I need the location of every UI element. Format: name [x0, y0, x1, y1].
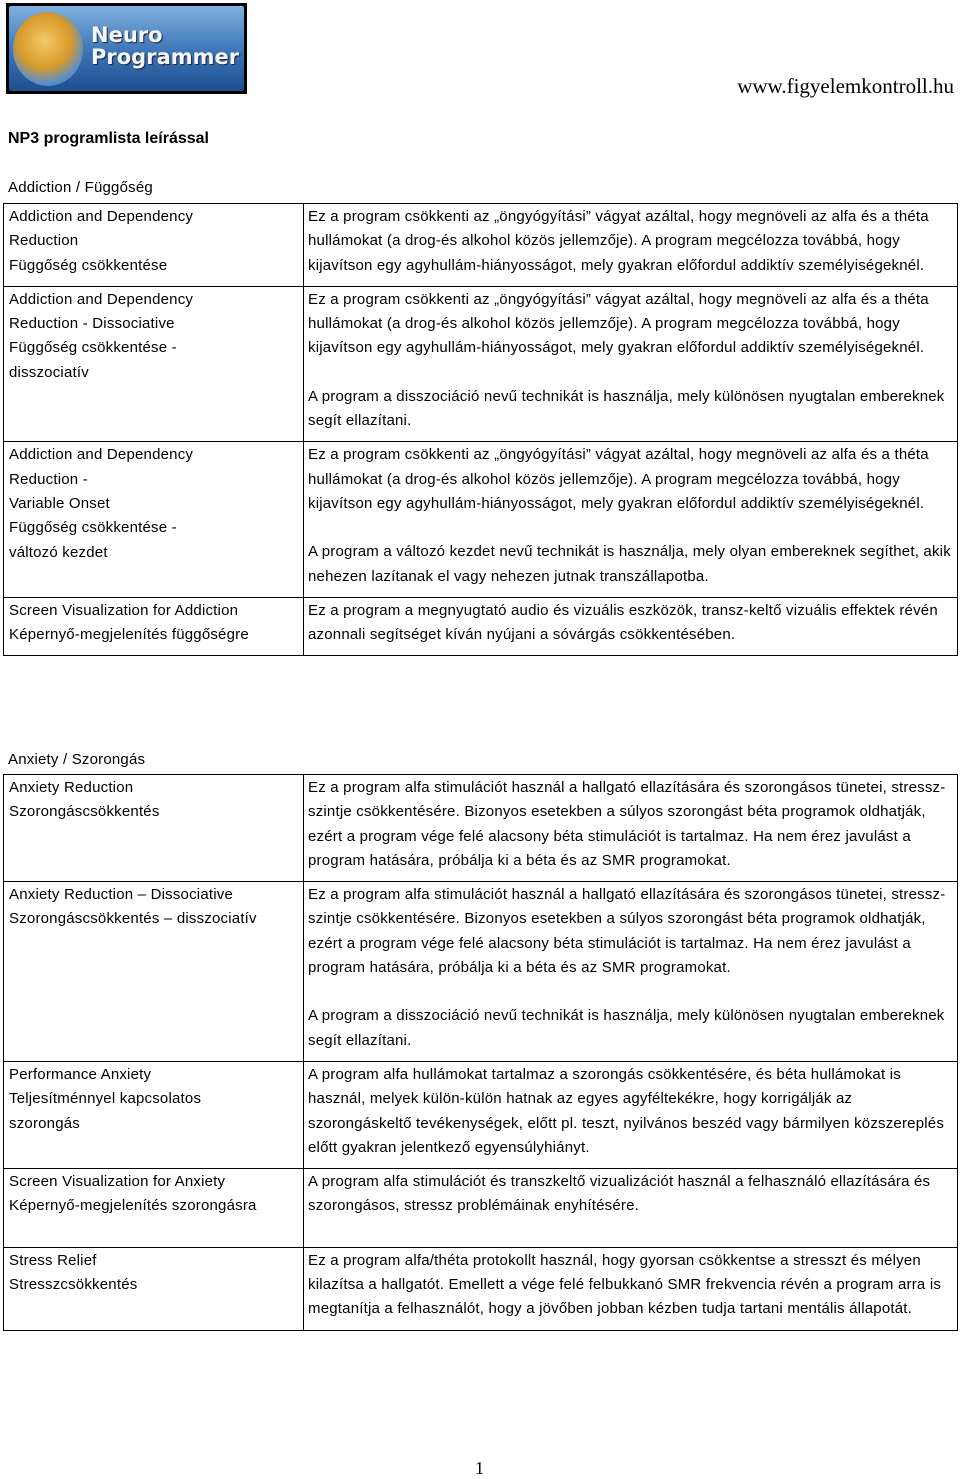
program-description-cell — [304, 204, 958, 287]
program-name-line: Addiction and Dependency — [9, 446, 194, 464]
program-name-line: Performance Anxiety — [9, 1065, 152, 1083]
program-description: Ez a program csökkenti az „öngyógyítási” vágyat azáltal, hogy megnöveli az alfa és a théta hullámokat (a drog-és alkohol közös jellemzője). A program megcélozza továbbá, hogy kijavítson egy agyhullám-hiányosságot, mely gyakran előfordul addiktív személyiségeknél. — [308, 208, 929, 274]
program-name-line: változó kezdet — [9, 543, 108, 561]
program-name-cell — [4, 597, 304, 656]
program-name-line: Képernyő-megjelenítés szorongásra — [9, 1197, 257, 1215]
program-name-cell — [4, 1169, 304, 1248]
table-row — [4, 1169, 958, 1248]
program-name-line: Stress Relief — [9, 1251, 97, 1269]
logo-text-line-2: Programmer — [91, 45, 240, 69]
program-description: A program alfa hullámokat tartalmaz a szorongás csökkentésére, és béta hullámokat is használ, melyek külön-külön hatnak az egyes agyféltekékre, hogy korrigálják az szorongáskeltő tevékenységek, előtt pl. teszt, nyilvános beszéd vagy bármilyen közszereplés előtt gyakran jelentkező egyensúlyhiányt. — [308, 1065, 945, 1156]
program-name-line: Teljesítménnyel kapcsolatos — [9, 1090, 202, 1108]
program-description-cell — [304, 1169, 958, 1248]
logo-background — [9, 6, 244, 91]
program-description-cell — [304, 597, 958, 656]
program-name-line: Függőség csökkentése — [9, 256, 168, 274]
program-description-cell — [304, 1061, 958, 1168]
addiction-table — [3, 203, 958, 656]
logo-text-line-1: Neuro — [91, 23, 163, 47]
table-row — [4, 286, 958, 441]
program-name-line: Screen Visualization for Anxiety — [9, 1173, 226, 1191]
brain-head-icon — [13, 12, 83, 86]
program-description-extra: A program a disszociáció nevű technikát is használja, mely különösen nyugtalan embereknek segít ellazítani. — [308, 1007, 945, 1049]
website-url: www.figyelemkontroll.hu — [737, 74, 954, 98]
program-name-cell — [4, 204, 304, 287]
program-description: A program alfa stimulációt és transzkeltő vizualizációt használ a felhasználó ellazítására és szorongásos, stressz problémáinak enyhítésére. — [308, 1173, 931, 1215]
program-description-cell — [304, 775, 958, 882]
program-name-line: Stresszcsökkentés — [9, 1276, 138, 1294]
program-name-line: Reduction - — [9, 470, 88, 488]
table-row — [4, 882, 958, 1062]
neuro-programmer-logo — [6, 3, 247, 94]
program-description: Ez a program csökkenti az „öngyógyítási” vágyat azáltal, hogy megnöveli az alfa és a théta hullámokat (a drog-és alkohol közös jellemzője). A program megcélozza továbbá, hogy kijavítson egy agyhullám-hiányosságot, mely gyakran előfordul addiktív személyiségeknél. — [308, 446, 929, 512]
program-name-line: Variable Onset — [9, 494, 110, 512]
program-name-line: szorongás — [9, 1114, 81, 1132]
logo-text — [91, 24, 239, 68]
program-description: Ez a program alfa/théta protokollt használ, hogy gyorsan csökkentse a stresszt és mélyen kilazítsa a hallgatót. Emellett a vége felé felbukkanó SMR frekvencia révén a program arra is megtanítja a felhasználót, hogy a jövőben jobban kézben tudja tartani mentális állapotát. — [308, 1251, 942, 1318]
anxiety-table — [3, 774, 958, 1331]
program-name-line: Szorongáscsökkentés — [9, 803, 160, 821]
program-description-cell — [304, 286, 958, 441]
program-description: Ez a program csökkenti az „öngyógyítási” vágyat azáltal, hogy megnöveli az alfa és a théta hullámokat (a drog-és alkohol közös jellemzője). A program megcélozza továbbá, hogy kijavítson egy agyhullám-hiányosságot, mely gyakran előfordul addiktív személyiségeknél. — [308, 290, 929, 357]
program-name-line: disszociatív — [9, 363, 89, 381]
program-name-line: Reduction - Dissociative — [9, 315, 175, 333]
program-name-cell — [4, 1061, 304, 1168]
program-name-line: Screen Visualization for Addiction — [9, 601, 239, 619]
section-heading-addiction: Addiction / Függőség — [8, 179, 153, 196]
program-description-cell — [304, 442, 958, 597]
program-name-cell — [4, 286, 304, 441]
table-row — [4, 775, 958, 882]
program-description-extra: A program a disszociáció nevű technikát is használja, mely különösen nyugtalan embereknek segít ellazítani. — [308, 387, 945, 430]
program-description-cell — [304, 1247, 958, 1330]
program-description: Ez a program alfa stimulációt használ a hallgató ellazítására és szorongásos tünetei, stressz-szintje csökkentésére. Bizonyos esetekben a súlyos szorongást béta programok oldhatják, ezért a program vége felé alacsony béta stimulációt is tartalmaz. Ha nem érez javulást a program hatására, próbálja ki a béta és az SMR programokat. — [308, 886, 946, 977]
program-name-line: Addiction and Dependency — [9, 290, 194, 308]
table-row — [4, 204, 958, 287]
program-name-cell — [4, 442, 304, 597]
table-row — [4, 597, 958, 656]
table-row — [4, 1247, 958, 1330]
table-row — [4, 442, 958, 597]
program-name-line: Anxiety Reduction — [9, 779, 134, 796]
program-name-cell — [4, 882, 304, 1062]
table-row — [4, 1061, 958, 1168]
program-name-line: Képernyő-megjelenítés függőségre — [9, 626, 249, 644]
program-name-cell — [4, 1247, 304, 1330]
program-name-line: Szorongáscsökkentés – disszociatív — [9, 910, 257, 928]
section-heading-anxiety: Anxiety / Szorongás — [8, 751, 146, 768]
program-name-line: Anxiety Reduction – Dissociative — [9, 886, 234, 904]
program-description-cell — [304, 882, 958, 1062]
program-name-line: Függőség csökkentése - — [9, 519, 177, 537]
program-description-extra: A program a változó kezdet nevű technikát is használja, mely olyan embereknek segíthet, akik nehezen lazítanak el vagy nehezen jutnak transzállapotba. — [308, 543, 951, 585]
program-name-line: Függőség csökkentése - — [9, 339, 177, 357]
program-description: Ez a program a megnyugtató audio és vizuális eszközök, transz-keltő vizuális effektek révén azonnali segítséget kíván nyújani a sóvárgás csökkentésében. — [308, 601, 938, 644]
page-number: 1 — [475, 1458, 484, 1478]
program-name-line: Addiction and Dependency — [9, 208, 194, 225]
program-name-cell — [4, 775, 304, 882]
program-name-line: Reduction — [9, 232, 79, 250]
document-title: NP3 programlista leírással — [8, 130, 209, 147]
program-description: Ez a program alfa stimulációt használ a hallgató ellazítására és szorongásos tünetei, stressz-szintje csökkentésére. Bizonyos esetekben a súlyos szorongást béta programok oldhatják, ezért a program vége felé alacsony béta stimulációt is tartalmaz. Ha nem érez javulást a program hatására, próbálja ki a béta és az SMR programokat. — [308, 779, 946, 869]
